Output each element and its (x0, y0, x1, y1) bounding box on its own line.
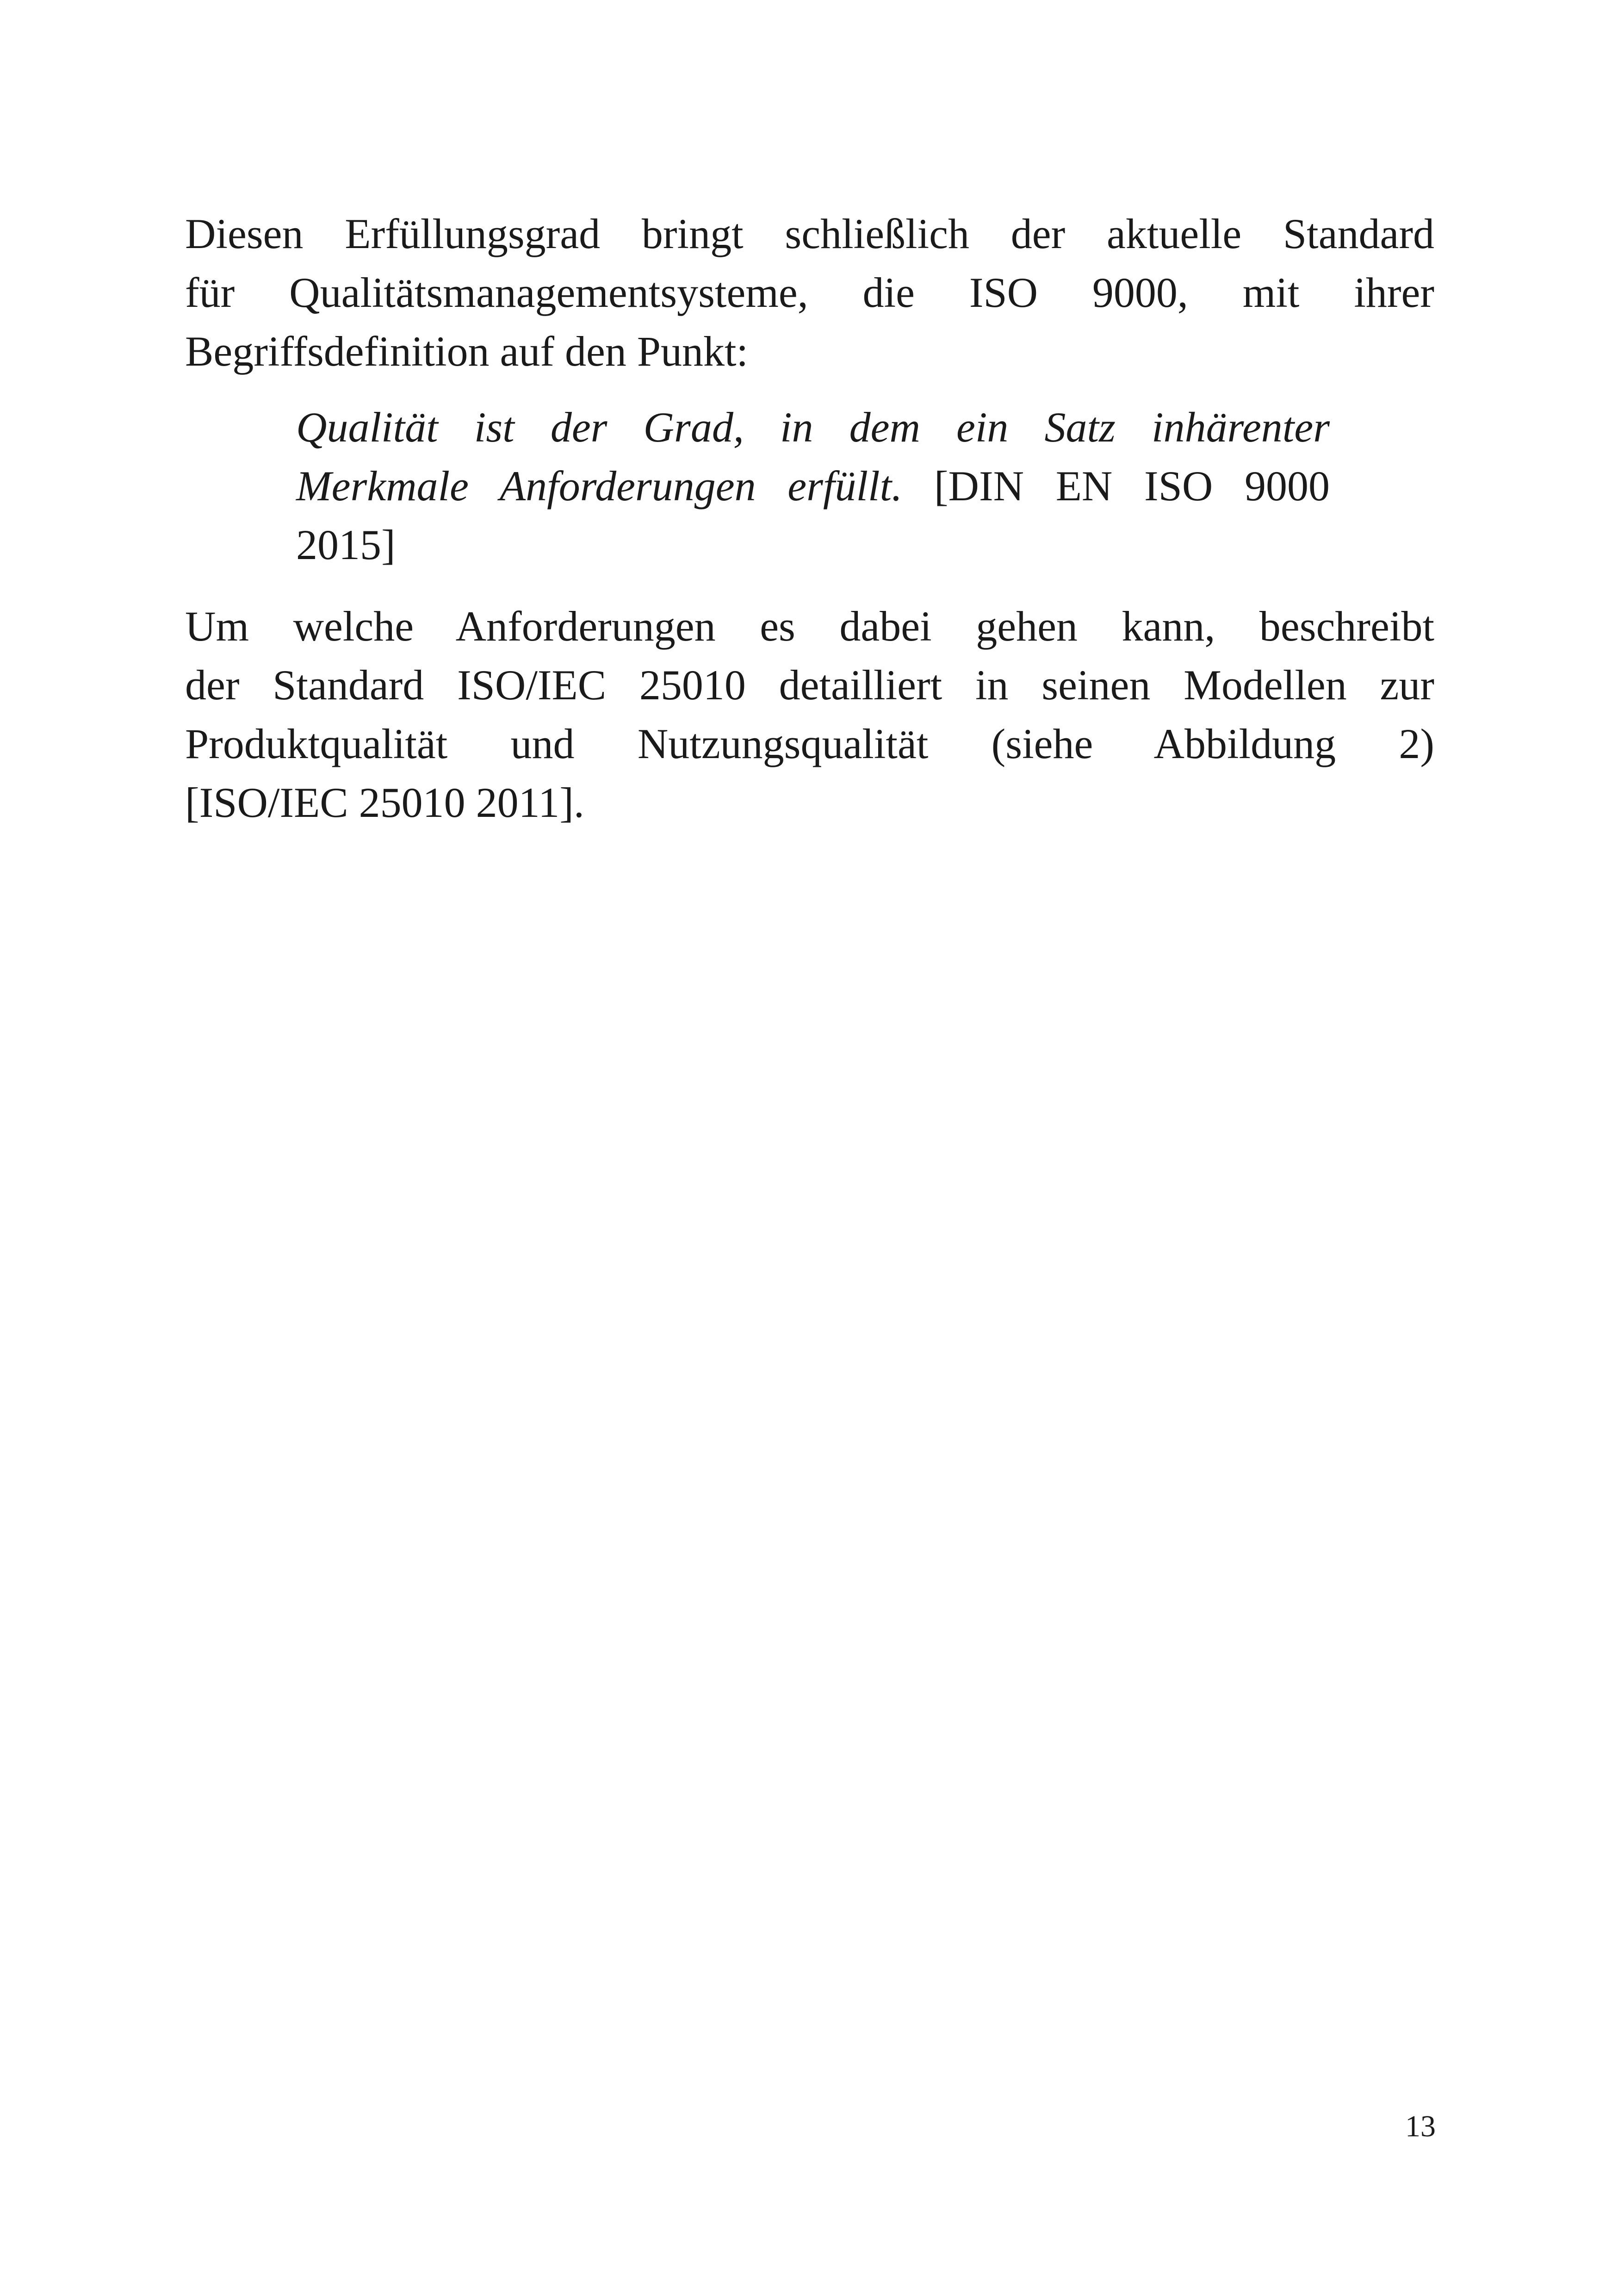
quote-citation: 2015] (296, 521, 396, 568)
page-number: 13 (1405, 2109, 1436, 2143)
block-quote (296, 398, 1330, 574)
quote-line (296, 457, 1330, 516)
paragraph-line: für Qualitätsmanagementsysteme, die ISO 9000, mit ihrer (185, 269, 1434, 316)
quote-text: Merkmale Anforderungen erfüllt. (296, 462, 903, 510)
paragraph-line: [ISO/IEC 25010 2011]. (185, 779, 584, 826)
intro-paragraph (185, 205, 1434, 381)
quote-text: Qualität ist der Grad, in dem ein Satz inhärenter (296, 404, 1330, 451)
quote-line (296, 516, 1330, 574)
quote-citation: [DIN EN ISO 9000 (902, 462, 1330, 510)
paragraph-line: Begriffsdefinition auf den Punkt: (185, 328, 749, 375)
paragraph-line: der Standard ISO/IEC 25010 detailliert in seinen Modellen zur (185, 661, 1434, 709)
paragraph-line: Produktqualität und Nutzungsqualität (siehe Abbildung 2) (185, 720, 1434, 767)
quote-line (296, 398, 1330, 457)
paragraph-line: Um welche Anforderungen es dabei gehen kann, beschreibt (185, 603, 1434, 650)
paragraph-line: Diesen Erfüllungsgrad bringt schließlich der aktuelle Standard (185, 210, 1434, 257)
followup-paragraph (185, 597, 1434, 832)
